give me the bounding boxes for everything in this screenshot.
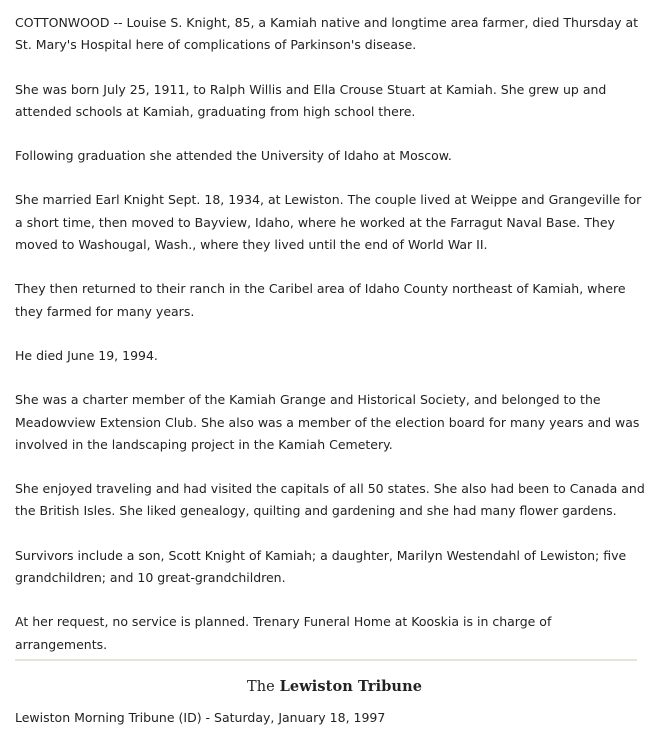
footer-divider: [15, 659, 637, 661]
article-paragraph: She married Earl Knight Sept. 18, 1934, at Lewiston. The couple lived at Weippe and Grangeville for a short time, then moved to Bayview, Idaho, where he worked at the Farragut Naval Base. They moved to Washougal, Wash., where they lived until the end of World War II.: [15, 192, 642, 253]
article-paragraph: She enjoyed traveling and had visited the capitals of all 50 states. She also had been to Canada and the British Isles. She liked genealogy, quilting and gardening and she had many flower gardens.: [15, 481, 645, 519]
article-paragraph: They then returned to their ranch in the Caribel area of Idaho County northeast of Kamiah, where they farmed for many years.: [15, 281, 626, 319]
article-paragraph: She was a charter member of the Kamiah Grange and Historical Society, and belonged to the Meadowview Extension Club. She also was a member of the election board for many years and was involved in the landscaping project in the Kamiah Cemetery.: [15, 392, 640, 452]
article-paragraph: COTTONWOOD -- Louise S. Knight, 85, a Kamiah native and longtime area farmer, died Thursday at St. Mary's Hospital here of complications of Parkinson's disease.: [15, 15, 639, 53]
article-paragraph: Survivors include a son, Scott Knight of Kamiah; a daughter, Marilyn Westendahl of Lewiston; five grandchildren; and 10 great-grandchildren.: [15, 547, 627, 586]
article-body: [15, 12, 645, 678]
source-line: Lewiston Morning Tribune (ID) - Saturday, January 18, 1997: [15, 710, 386, 725]
article-paragraph: He died June 19, 1994.: [15, 347, 158, 363]
article-paragraph: She was born July 25, 1911, to Ralph Willis and Ella Crouse Stuart at Kamiah. She grew up and attended schools at Kamiah, graduating from high school there.: [15, 81, 607, 119]
article-paragraph: Following graduation she attended the University of Idaho at Moscow.: [15, 148, 452, 164]
publication-logo: [0, 678, 669, 695]
logo-name-text: Lewiston Tribune: [279, 678, 423, 695]
article-paragraph: At her request, no service is planned. Trenary Funeral Home at Kooskia is in charge of arrangements.: [15, 614, 552, 652]
logo-the-text: The: [246, 679, 275, 695]
